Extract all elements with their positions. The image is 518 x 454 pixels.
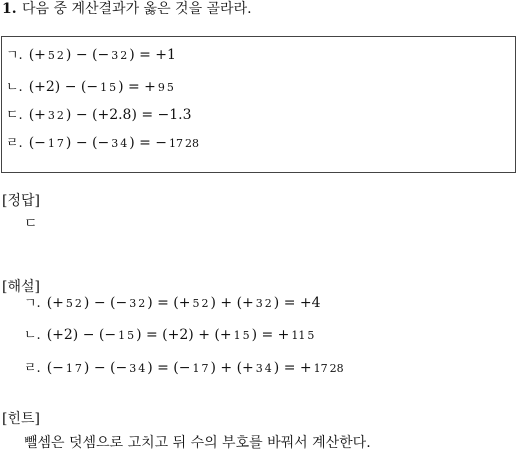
fraction-denominator: 5 — [109, 81, 117, 94]
fraction-numerator: 3 — [129, 297, 137, 310]
item-label: ㄱ. — [6, 47, 23, 63]
math-text: ) = (− — [147, 360, 191, 376]
fraction-numerator: 1 — [118, 329, 126, 342]
fraction-denominator: 2 — [74, 297, 82, 310]
math-text: ) = + — [273, 360, 312, 376]
fraction-numerator: 17 — [169, 137, 184, 150]
fraction — [290, 328, 315, 342]
fraction-numerator: 3 — [255, 297, 263, 310]
fraction-denominator: 4 — [120, 137, 128, 150]
fraction-numerator: 11 — [291, 329, 306, 342]
fraction-denominator: 2 — [138, 297, 146, 310]
fraction-denominator: 4 — [138, 362, 146, 375]
explanation-line — [24, 296, 321, 310]
fraction-denominator: 2 — [264, 297, 272, 310]
math-text: ) = +4 — [273, 295, 321, 311]
explanation-heading: [해설] — [2, 279, 40, 295]
math-text: ) = + — [251, 327, 290, 343]
fraction — [99, 80, 117, 94]
fraction-numerator: 3 — [111, 137, 119, 150]
explanation-line — [24, 361, 346, 375]
fraction-denominator: 7 — [201, 362, 209, 375]
answer-value: ㄷ — [24, 216, 38, 232]
fraction — [313, 361, 345, 375]
fraction-denominator: 2 — [56, 109, 64, 122]
math-text: ) + (+ — [210, 295, 254, 311]
fraction — [255, 296, 273, 310]
hint-text: 뺄셈은 덧셈으로 고치고 뒤 수의 부호를 바꿔서 계산한다. — [24, 435, 371, 451]
question-text: 다음 중 계산결과가 옳은 것을 골라라. — [22, 1, 252, 17]
math-text: ) − (− — [65, 135, 110, 151]
math-text: ) = − — [129, 135, 168, 151]
fraction-denominator: 28 — [185, 137, 200, 150]
answer-heading: [정답] — [2, 193, 40, 209]
fraction-numerator: 3 — [47, 109, 55, 122]
fraction — [157, 80, 175, 94]
math-text: ) − (− — [65, 47, 110, 63]
fraction — [65, 296, 83, 310]
fraction-denominator: 5 — [242, 329, 250, 342]
fraction-numerator: 1 — [47, 137, 55, 150]
fraction-denominator: 5 — [307, 329, 315, 342]
math-text: (+2) − (− — [46, 327, 117, 343]
math-text: ) + (+ — [210, 360, 254, 376]
fraction-denominator: 2 — [201, 297, 209, 310]
math-text: (+2) − (− — [28, 79, 99, 95]
fraction — [128, 361, 146, 375]
fraction-numerator: 17 — [313, 362, 328, 375]
math-text: (+ — [46, 295, 64, 311]
fraction — [47, 108, 65, 122]
math-text: ) = +1 — [129, 47, 176, 63]
explanation-line — [24, 328, 316, 342]
fraction — [65, 361, 83, 375]
fraction — [168, 136, 200, 150]
math-text: ) = (+ — [147, 295, 191, 311]
fraction-denominator: 5 — [127, 329, 135, 342]
fraction-numerator: 1 — [65, 362, 73, 375]
math-text: ) − (− — [83, 295, 128, 311]
item-label: ㄹ. — [24, 360, 41, 376]
fraction-numerator: 3 — [111, 49, 119, 62]
item-label: ㄷ. — [6, 107, 23, 123]
fraction-numerator: 3 — [129, 362, 137, 375]
math-text: ) = + — [118, 79, 156, 95]
fraction-numerator: 5 — [47, 49, 55, 62]
fraction — [47, 136, 65, 150]
fraction-numerator: 3 — [255, 362, 263, 375]
math-text: (− — [46, 360, 64, 376]
math-text: (+ — [28, 107, 46, 123]
fraction-denominator: 5 — [166, 81, 174, 94]
fraction — [255, 361, 273, 375]
fraction — [233, 328, 251, 342]
math-text: ) = (+2) + (+ — [136, 327, 232, 343]
fraction — [110, 48, 128, 62]
fraction — [128, 296, 146, 310]
choice-row — [6, 136, 201, 150]
fraction-numerator: 5 — [192, 297, 200, 310]
hint-heading: [힌트] — [2, 411, 40, 427]
math-text: (− — [28, 135, 46, 151]
item-label: ㄱ. — [24, 295, 41, 311]
fraction-denominator: 28 — [329, 362, 344, 375]
fraction-numerator: 5 — [65, 297, 73, 310]
fraction — [47, 48, 65, 62]
item-label: ㄴ. — [24, 327, 41, 343]
fraction-numerator: 1 — [233, 329, 241, 342]
fraction — [110, 136, 128, 150]
item-label: ㄴ. — [6, 79, 23, 95]
choice-row — [6, 48, 176, 62]
question-number: 1. — [2, 1, 17, 17]
math-text: ) − (+2.8) = −1.3 — [65, 107, 192, 123]
fraction-denominator: 7 — [74, 362, 82, 375]
fraction-numerator: 1 — [100, 81, 108, 94]
math-text: (+ — [28, 47, 46, 63]
fraction — [117, 328, 135, 342]
choice-row — [6, 108, 192, 122]
item-label: ㄹ. — [6, 135, 23, 151]
fraction-denominator: 2 — [120, 49, 128, 62]
fraction-denominator: 4 — [264, 362, 272, 375]
math-text: ) − (− — [83, 360, 128, 376]
fraction-numerator: 9 — [157, 81, 165, 94]
fraction-denominator: 7 — [56, 137, 64, 150]
choice-row — [6, 80, 176, 94]
fraction-numerator: 1 — [192, 362, 200, 375]
fraction-denominator: 2 — [56, 49, 64, 62]
fraction — [192, 296, 210, 310]
fraction — [192, 361, 210, 375]
